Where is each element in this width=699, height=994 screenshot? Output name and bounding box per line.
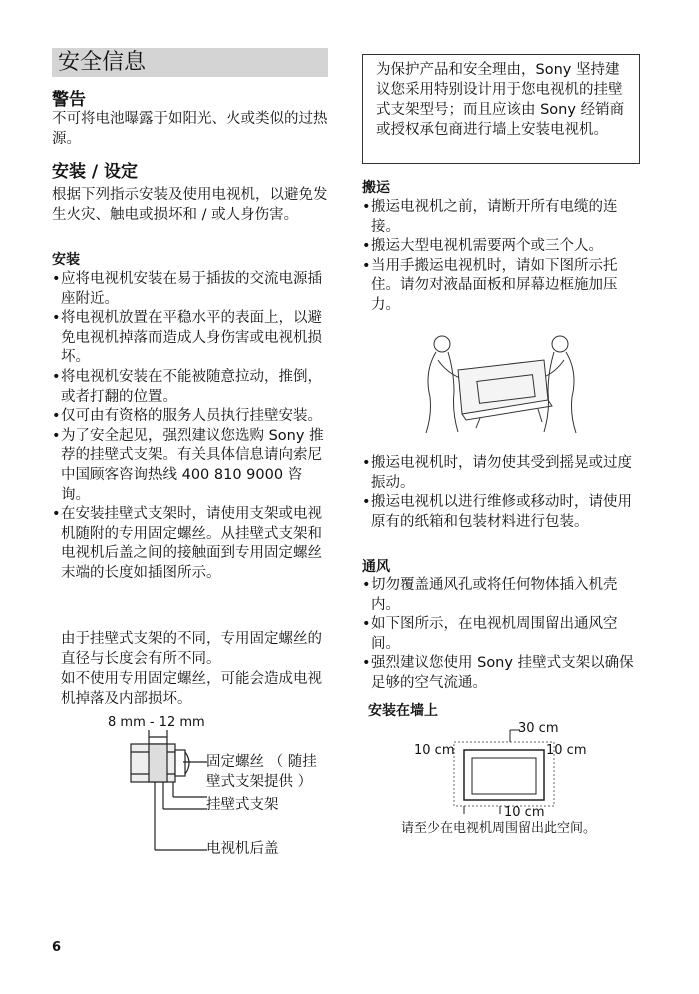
list-item: • 仅可由有资格的服务人员执行挂壁安装。	[52, 407, 328, 427]
install-para-2: 如不使用专用固定螺丝，可能会造成电视机掉落及内部损坏。	[61, 671, 322, 707]
page-number: 6	[52, 940, 62, 955]
install-heading: 安装 / 设定	[52, 162, 139, 182]
list-item: • 将电视机放置在平稳水平的表面上，以避免电视机掉落而造成人身伤害或电视机损坏。	[52, 309, 328, 368]
bracket-label: 挂壁式支架	[206, 797, 279, 813]
screw-dimension-label: 8 mm - 12 mm	[108, 715, 205, 730]
list-item: • 搬运电视机以进行维修或移动时，请使用原有的纸箱和包装材料进行包装。	[362, 493, 638, 532]
clearance-bottom-label: 10 cm	[504, 805, 545, 820]
list-item: • 搬运电视机时，请勿使其受到摇晃或过度振动。	[362, 454, 638, 493]
install-list	[52, 270, 328, 584]
carry-list	[362, 198, 638, 316]
back-cover-label: 电视机后盖	[206, 841, 279, 857]
list-item: • 搬运电视机之前，请断开所有电缆的连接。	[362, 198, 638, 237]
clearance-caption: 请至少在电视机周围留出此空间。	[401, 821, 597, 836]
wall-install-heading: 安装在墙上	[368, 703, 438, 719]
carry-heading: 搬运	[362, 180, 390, 196]
clearance-left-label: 10 cm	[414, 743, 455, 758]
install-para-1: 由于挂壁式支架的不同，专用固定螺丝的直径与长度会有所不同。	[61, 631, 322, 667]
wall-mount-note-box: 为保护产品和安全理由，Sony 坚持建议您采用特别设计用于您电视机的挂壁式支架型号；而且应该由 Sony 经销商或授权承包商进行墙上安装电视机。	[362, 54, 640, 164]
tv-carrying-illustration	[420, 330, 580, 435]
list-item: • 搬运大型电视机需要两个或三个人。	[362, 237, 638, 257]
ventilation-heading: 通风	[362, 559, 390, 575]
screw-label: 固定螺丝 （ 随挂壁式支架提供 ）	[206, 754, 317, 790]
warning-heading: 警告	[52, 90, 86, 110]
list-item: • 强烈建议您使用 Sony 挂壁式支架以确保足够的空气流通。	[362, 654, 638, 693]
clearance-top-label: 30 cm	[518, 721, 559, 736]
list-item: • 应将电视机安装在易于插拔的交流电源插座附近。	[52, 270, 328, 309]
list-item: • 为了安全起见，强烈建议您选购 Sony 推荐的挂壁式支架。有关具体信息请向索尼中国顾客咨询热线 400 810 9000 咨询。	[52, 427, 328, 505]
list-item: • 将电视机安装在不能被随意拉动，推倒，或者打翻的位置。	[52, 368, 328, 407]
warning-text: 不可将电池曝露于如阳光、火或类似的过热源。	[52, 111, 328, 147]
list-item: • 当用手搬运电视机时，请如下图所示托住。请勿对液晶面板和屏幕边框施加压力。	[362, 257, 638, 316]
install-intro: 根据下列指示安装及使用电视机，以避免发生火灾、触电或损坏和 / 或人身伤害。	[52, 187, 328, 223]
install-subheading: 安装	[52, 252, 80, 268]
list-item: • 切勿覆盖通风孔或将任何物体插入机壳内。	[362, 576, 638, 615]
section-title-banner: 安全信息	[52, 48, 328, 77]
screw-illustration	[115, 730, 215, 855]
clearance-right-label: 10 cm	[546, 743, 587, 758]
list-item: • 在安装挂壁式支架时，请使用支架或电视机随附的专用固定螺丝。从挂壁式支架和电视机后盖之间的接触面到专用固定螺丝末端的长度如插图所示。	[52, 505, 328, 583]
carry-list-2	[362, 454, 638, 532]
list-item: • 如下图所示，在电视机周围留出通风空间。	[362, 615, 638, 654]
ventilation-list	[362, 576, 638, 694]
